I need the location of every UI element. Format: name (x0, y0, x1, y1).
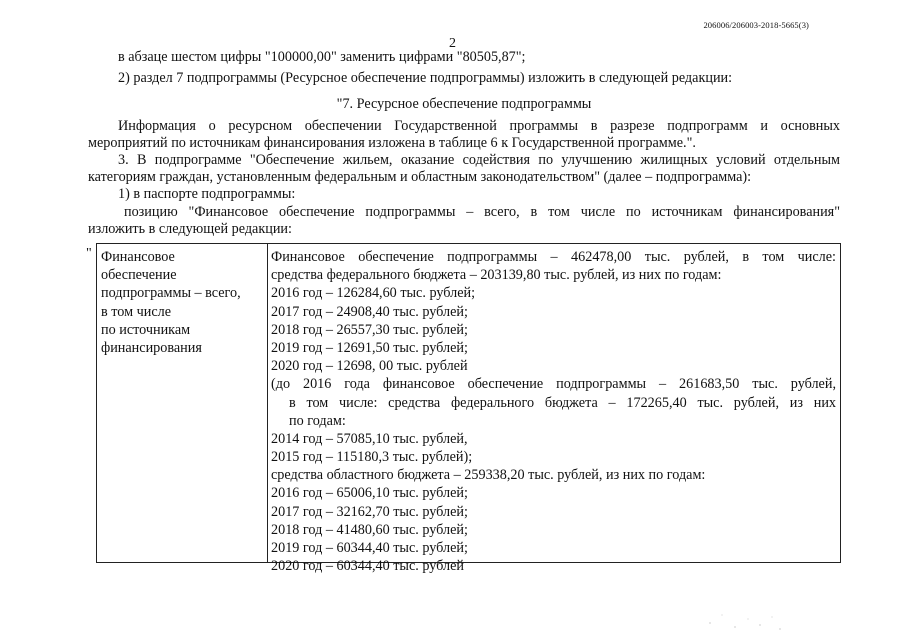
page-number: 2 (449, 36, 456, 51)
right-cell-line: 2018 год – 26557,30 тыс. рублей; (271, 321, 468, 338)
right-cell-line: 2018 год – 41480,60 тыс. рублей; (271, 521, 468, 538)
left-cell-line: в том числе (101, 303, 172, 320)
right-cell-line: в том числе: средства федерального бюджета – 172265,40 тыс. рублей, из них (289, 394, 836, 411)
table-right-cell (271, 248, 836, 575)
right-cell-line: 2020 год – 60344,40 тыс. рублей (271, 558, 464, 575)
paragraph-info-line-2: мероприятий по источникам финансирования изложена в таблице 6 к Государственной программе.". (88, 135, 696, 151)
financing-table (96, 243, 841, 575)
right-cell-line: 2015 год – 115180,3 тыс. рублей); (271, 449, 473, 466)
left-cell-line: по источникам (101, 321, 191, 338)
paragraph-3-line-1: 3. В подпрограмме "Обеспечение жильем, оказание содействия по улучшению жилищных условий отдельным (118, 152, 840, 168)
right-cell-line: 2019 год – 60344,40 тыс. рублей; (271, 540, 468, 556)
open-quote-mark: " (86, 246, 92, 261)
scan-noise (700, 605, 790, 635)
left-cell-line: обеспечение (101, 267, 177, 284)
paragraph-3-line-2: категориям граждан, установленным федеральным и областным законодательством" (далее – подпрограмма): (88, 169, 752, 185)
right-cell-line: 2019 год – 12691,50 тыс. рублей; (271, 339, 468, 356)
section-heading: "7. Ресурсное обеспечение подпрограммы (336, 96, 592, 112)
right-cell-line: 2017 год – 32162,70 тыс. рублей; (271, 503, 468, 520)
right-cell-line: 2016 год – 65006,10 тыс. рублей; (271, 485, 468, 502)
left-cell-line: Финансовое (101, 249, 175, 265)
paragraph-position-line-1: позицию "Финансовое обеспечение подпрограммы – всего, в том числе по источникам финансирования" (124, 204, 840, 220)
right-cell-line: 2020 год – 12698, 00 тыс. рублей (271, 358, 468, 375)
document-id: 206006/206003-2018-5665(3) (703, 20, 809, 30)
table-left-cell (101, 248, 261, 357)
right-cell-line: по годам: (289, 412, 346, 429)
left-cell-line: финансирования (101, 339, 202, 356)
right-cell-line: средства федерального бюджета – 203139,80 тыс. рублей, из них по годам: (271, 267, 722, 284)
right-cell-line: Финансовое обеспечение подпрограммы – 462478,00 тыс. рублей, в том числе: (271, 249, 836, 265)
right-cell-line: 2017 год – 24908,40 тыс. рублей; (271, 303, 468, 320)
paragraph-position-line-2: изложить в следующей редакции: (88, 221, 292, 237)
left-cell-line: подпрограммы – всего, (101, 285, 241, 302)
paragraph-passport: 1) в паспорте подпрограммы: (118, 186, 296, 202)
right-cell-line: средства областного бюджета – 259338,20 тыс. рублей, из них по годам: (271, 467, 706, 484)
column-divider (267, 244, 268, 562)
text-line-2: 2) раздел 7 подпрограммы (Ресурсное обеспечение подпрограммы) изложить в следующей редакции: (118, 70, 733, 86)
right-cell-line: 2016 год – 126284,60 тыс. рублей; (271, 285, 476, 302)
right-cell-line: (до 2016 года финансовое обеспечение подпрограммы – 261683,50 тыс. рублей, (271, 376, 836, 393)
paragraph-info-line-1: Информация о ресурсном обеспечении Государственной программы в разрезе подпрограмм и основных (118, 118, 840, 134)
text-line-1: в абзаце шестом цифры "100000,00" заменить цифрами "80505,87"; (118, 49, 526, 65)
right-cell-line: 2014 год – 57085,10 тыс. рублей, (271, 430, 468, 447)
